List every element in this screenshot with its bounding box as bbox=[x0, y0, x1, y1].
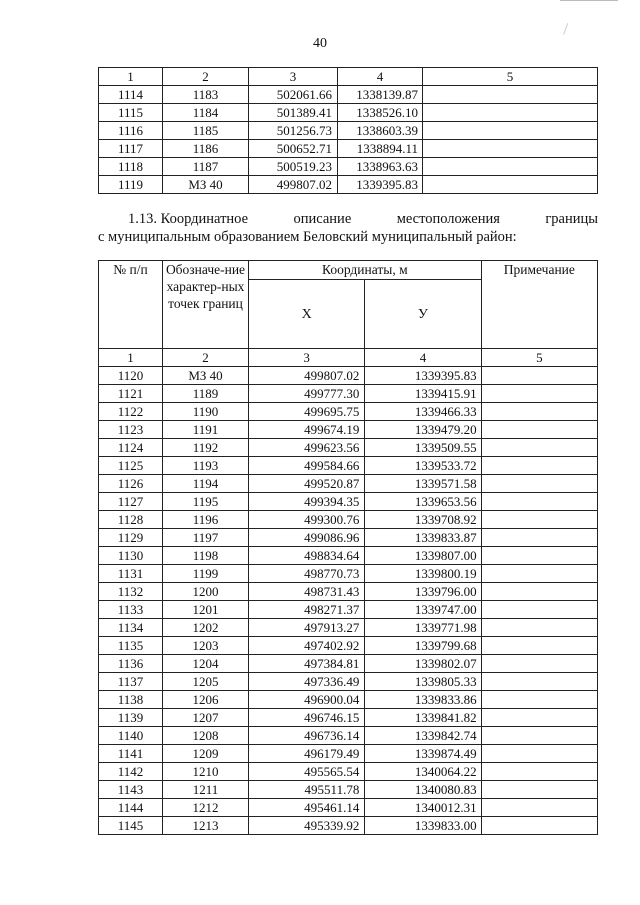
point-designation-cell: 1199 bbox=[163, 565, 249, 583]
note-cell bbox=[481, 601, 597, 619]
y-coordinate-cell: 1339747.00 bbox=[365, 601, 481, 619]
table-row bbox=[99, 439, 598, 457]
row-number-cell: 1118 bbox=[99, 158, 163, 176]
y-coordinate-cell: 1339395.83 bbox=[338, 176, 423, 194]
y-coordinate-cell: 1339833.87 bbox=[365, 529, 481, 547]
row-number-cell: 1116 bbox=[99, 122, 163, 140]
row-number-cell: 1137 bbox=[99, 673, 163, 691]
note-cell bbox=[481, 385, 597, 403]
x-coordinate-cell: 499394.35 bbox=[249, 493, 365, 511]
row-number-cell: 1133 bbox=[99, 601, 163, 619]
point-designation-cell: 1213 bbox=[163, 817, 249, 835]
x-coordinate-cell: 497384.81 bbox=[249, 655, 365, 673]
row-number-cell: 1119 bbox=[99, 176, 163, 194]
y-coordinate-cell: 1339802.07 bbox=[365, 655, 481, 673]
y-coordinate-cell: 1340012.31 bbox=[365, 799, 481, 817]
point-designation-cell: 1206 bbox=[163, 691, 249, 709]
row-number-cell: 1131 bbox=[99, 565, 163, 583]
y-coordinate-cell: 1338963.63 bbox=[338, 158, 423, 176]
scan-artifact-mark bbox=[563, 23, 574, 37]
y-coordinate-cell: 1339805.33 bbox=[365, 673, 481, 691]
x-coordinate-cell: 499300.76 bbox=[249, 511, 365, 529]
note-cell bbox=[481, 565, 597, 583]
note-cell bbox=[481, 439, 597, 457]
point-designation-cell: 1210 bbox=[163, 763, 249, 781]
row-number-cell: 1132 bbox=[99, 583, 163, 601]
x-coordinate-cell: 496179.49 bbox=[249, 745, 365, 763]
table-header-row bbox=[99, 261, 598, 280]
scan-artifact-line bbox=[560, 0, 618, 3]
y-coordinate-cell: 1339479.20 bbox=[365, 421, 481, 439]
table-row bbox=[99, 565, 598, 583]
note-cell bbox=[481, 709, 597, 727]
table-row bbox=[99, 745, 598, 763]
note-cell bbox=[423, 122, 598, 140]
coordinates-table bbox=[98, 260, 598, 835]
row-number-cell: 1141 bbox=[99, 745, 163, 763]
page-number: 40 bbox=[313, 36, 327, 51]
note-cell bbox=[423, 140, 598, 158]
y-coordinate-cell: 1340064.22 bbox=[365, 763, 481, 781]
y-coordinate-cell: 1339415.91 bbox=[365, 385, 481, 403]
note-cell bbox=[481, 583, 597, 601]
y-coordinate-cell: 1338603.39 bbox=[338, 122, 423, 140]
row-number-cell: 1139 bbox=[99, 709, 163, 727]
header-y: У bbox=[365, 280, 481, 349]
point-designation-cell: 1212 bbox=[163, 799, 249, 817]
row-number-cell: 1127 bbox=[99, 493, 163, 511]
x-coordinate-cell: 502061.66 bbox=[249, 86, 338, 104]
y-coordinate-cell: 1339799.68 bbox=[365, 637, 481, 655]
x-coordinate-cell: 499584.66 bbox=[249, 457, 365, 475]
y-coordinate-cell: 1338139.87 bbox=[338, 86, 423, 104]
note-cell bbox=[481, 637, 597, 655]
column-number-cell: 5 bbox=[481, 349, 597, 367]
row-number-cell: 1145 bbox=[99, 817, 163, 835]
note-cell bbox=[481, 619, 597, 637]
note-cell bbox=[481, 655, 597, 673]
table-row bbox=[99, 176, 598, 194]
y-coordinate-cell: 1339771.98 bbox=[365, 619, 481, 637]
table-row bbox=[99, 637, 598, 655]
row-number-cell: 1140 bbox=[99, 727, 163, 745]
header-x: Х bbox=[249, 280, 365, 349]
x-coordinate-cell: 496736.14 bbox=[249, 727, 365, 745]
row-number-cell: 1138 bbox=[99, 691, 163, 709]
x-coordinate-cell: 499807.02 bbox=[249, 367, 365, 385]
point-designation-cell: 1186 bbox=[163, 140, 249, 158]
column-number-cell: 3 bbox=[249, 349, 365, 367]
point-designation-cell: 1197 bbox=[163, 529, 249, 547]
table-row bbox=[99, 475, 598, 493]
y-coordinate-cell: 1339874.49 bbox=[365, 745, 481, 763]
point-designation-cell: 1185 bbox=[163, 122, 249, 140]
x-coordinate-cell: 499777.30 bbox=[249, 385, 365, 403]
point-designation-cell: МЗ 40 bbox=[163, 176, 249, 194]
heading-word: описание bbox=[293, 211, 352, 227]
column-number-cell: 4 bbox=[338, 68, 423, 86]
table-row bbox=[99, 493, 598, 511]
table-row bbox=[99, 86, 598, 104]
row-number-cell: 1124 bbox=[99, 439, 163, 457]
x-coordinate-cell: 499807.02 bbox=[249, 176, 338, 194]
row-number-cell: 1117 bbox=[99, 140, 163, 158]
note-cell bbox=[481, 403, 597, 421]
point-designation-cell: 1202 bbox=[163, 619, 249, 637]
table-row bbox=[99, 727, 598, 745]
point-designation-cell: 1196 bbox=[163, 511, 249, 529]
note-cell bbox=[423, 176, 598, 194]
y-coordinate-cell: 1339807.00 bbox=[365, 547, 481, 565]
row-number-cell: 1135 bbox=[99, 637, 163, 655]
table-row bbox=[99, 104, 598, 122]
note-cell bbox=[481, 673, 597, 691]
point-designation-cell: 1201 bbox=[163, 601, 249, 619]
note-cell bbox=[481, 421, 597, 439]
note-cell bbox=[481, 691, 597, 709]
header-coordinates: Координаты, м bbox=[249, 261, 482, 280]
section-heading bbox=[98, 210, 598, 246]
column-number-row bbox=[99, 68, 598, 86]
note-cell bbox=[481, 763, 597, 781]
y-coordinate-cell: 1339533.72 bbox=[365, 457, 481, 475]
point-designation-cell: 1209 bbox=[163, 745, 249, 763]
table-row bbox=[99, 817, 598, 835]
x-coordinate-cell: 499086.96 bbox=[249, 529, 365, 547]
point-designation-cell: 1194 bbox=[163, 475, 249, 493]
row-number-cell: 1114 bbox=[99, 86, 163, 104]
x-coordinate-cell: 500519.23 bbox=[249, 158, 338, 176]
x-coordinate-cell: 497913.27 bbox=[249, 619, 365, 637]
note-cell bbox=[481, 457, 597, 475]
point-designation-cell: 1190 bbox=[163, 403, 249, 421]
point-designation-cell: 1191 bbox=[163, 421, 249, 439]
y-coordinate-cell: 1339833.00 bbox=[365, 817, 481, 835]
table-row bbox=[99, 691, 598, 709]
column-number-cell: 4 bbox=[365, 349, 481, 367]
row-number-cell: 1136 bbox=[99, 655, 163, 673]
row-number-cell: 1121 bbox=[99, 385, 163, 403]
column-number-row bbox=[99, 349, 598, 367]
x-coordinate-cell: 500652.71 bbox=[249, 140, 338, 158]
x-coordinate-cell: 495461.14 bbox=[249, 799, 365, 817]
table-row bbox=[99, 140, 598, 158]
y-coordinate-cell: 1339571.58 bbox=[365, 475, 481, 493]
point-designation-cell: 1211 bbox=[163, 781, 249, 799]
table-row bbox=[99, 601, 598, 619]
table-row bbox=[99, 619, 598, 637]
x-coordinate-cell: 501256.73 bbox=[249, 122, 338, 140]
table-row bbox=[99, 673, 598, 691]
note-cell bbox=[481, 799, 597, 817]
note-cell bbox=[481, 781, 597, 799]
point-designation-cell: 1208 bbox=[163, 727, 249, 745]
point-designation-cell: 1207 bbox=[163, 709, 249, 727]
note-cell bbox=[481, 547, 597, 565]
x-coordinate-cell: 501389.41 bbox=[249, 104, 338, 122]
row-number-cell: 1115 bbox=[99, 104, 163, 122]
row-number-cell: 1142 bbox=[99, 763, 163, 781]
table-row bbox=[99, 529, 598, 547]
note-cell bbox=[423, 86, 598, 104]
y-coordinate-cell: 1339653.56 bbox=[365, 493, 481, 511]
table-row bbox=[99, 457, 598, 475]
header-note: Примечание bbox=[481, 261, 597, 349]
note-cell bbox=[481, 511, 597, 529]
x-coordinate-cell: 495511.78 bbox=[249, 781, 365, 799]
x-coordinate-cell: 497336.49 bbox=[249, 673, 365, 691]
row-number-cell: 1130 bbox=[99, 547, 163, 565]
column-number-cell: 5 bbox=[423, 68, 598, 86]
row-number-cell: 1143 bbox=[99, 781, 163, 799]
table-row bbox=[99, 421, 598, 439]
table-row bbox=[99, 122, 598, 140]
y-coordinate-cell: 1339842.74 bbox=[365, 727, 481, 745]
table-row bbox=[99, 655, 598, 673]
point-designation-cell: 1204 bbox=[163, 655, 249, 673]
y-coordinate-cell: 1339466.33 bbox=[365, 403, 481, 421]
column-number-cell: 1 bbox=[99, 349, 163, 367]
row-number-cell: 1134 bbox=[99, 619, 163, 637]
note-cell bbox=[481, 727, 597, 745]
point-designation-cell: 1205 bbox=[163, 673, 249, 691]
table-row bbox=[99, 367, 598, 385]
x-coordinate-cell: 499674.19 bbox=[249, 421, 365, 439]
column-number-cell: 3 bbox=[249, 68, 338, 86]
table-row bbox=[99, 781, 598, 799]
x-coordinate-cell: 498834.64 bbox=[249, 547, 365, 565]
y-coordinate-cell: 1339841.82 bbox=[365, 709, 481, 727]
point-designation-cell: МЗ 40 bbox=[163, 367, 249, 385]
point-designation-cell: 1187 bbox=[163, 158, 249, 176]
x-coordinate-cell: 495565.54 bbox=[249, 763, 365, 781]
point-designation-cell: 1198 bbox=[163, 547, 249, 565]
y-coordinate-cell: 1340080.83 bbox=[365, 781, 481, 799]
note-cell bbox=[481, 817, 597, 835]
row-number-cell: 1128 bbox=[99, 511, 163, 529]
row-number-cell: 1120 bbox=[99, 367, 163, 385]
y-coordinate-cell: 1339800.19 bbox=[365, 565, 481, 583]
row-number-cell: 1123 bbox=[99, 421, 163, 439]
column-number-cell: 2 bbox=[163, 349, 249, 367]
table-row bbox=[99, 158, 598, 176]
table-row bbox=[99, 403, 598, 421]
note-cell bbox=[481, 475, 597, 493]
x-coordinate-cell: 497402.92 bbox=[249, 637, 365, 655]
y-coordinate-cell: 1339833.86 bbox=[365, 691, 481, 709]
row-number-cell: 1125 bbox=[99, 457, 163, 475]
heading-word: границы bbox=[545, 211, 598, 227]
y-coordinate-cell: 1339395.83 bbox=[365, 367, 481, 385]
point-designation-cell: 1203 bbox=[163, 637, 249, 655]
table-row bbox=[99, 511, 598, 529]
note-cell bbox=[423, 158, 598, 176]
section-heading-line2: с муниципальным образованием Беловский муниципальный район: bbox=[98, 229, 517, 245]
table-row bbox=[99, 583, 598, 601]
table-row bbox=[99, 799, 598, 817]
x-coordinate-cell: 499520.87 bbox=[249, 475, 365, 493]
point-designation-cell: 1189 bbox=[163, 385, 249, 403]
point-designation-cell: 1193 bbox=[163, 457, 249, 475]
x-coordinate-cell: 499695.75 bbox=[249, 403, 365, 421]
y-coordinate-cell: 1338894.11 bbox=[338, 140, 423, 158]
x-coordinate-cell: 498271.37 bbox=[249, 601, 365, 619]
row-number-cell: 1122 bbox=[99, 403, 163, 421]
table-row bbox=[99, 547, 598, 565]
point-designation-cell: 1183 bbox=[163, 86, 249, 104]
table-row bbox=[99, 385, 598, 403]
point-designation-cell: 1192 bbox=[163, 439, 249, 457]
note-cell bbox=[481, 493, 597, 511]
row-number-cell: 1126 bbox=[99, 475, 163, 493]
y-coordinate-cell: 1339708.92 bbox=[365, 511, 481, 529]
row-number-cell: 1129 bbox=[99, 529, 163, 547]
note-cell bbox=[481, 745, 597, 763]
note-cell bbox=[481, 367, 597, 385]
y-coordinate-cell: 1339509.55 bbox=[365, 439, 481, 457]
section-heading-line1 bbox=[98, 210, 598, 228]
point-designation-cell: 1184 bbox=[163, 104, 249, 122]
x-coordinate-cell: 495339.92 bbox=[249, 817, 365, 835]
note-cell bbox=[481, 529, 597, 547]
point-designation-cell: 1200 bbox=[163, 583, 249, 601]
row-number-cell: 1144 bbox=[99, 799, 163, 817]
x-coordinate-cell: 498770.73 bbox=[249, 565, 365, 583]
column-number-cell: 1 bbox=[99, 68, 163, 86]
y-coordinate-cell: 1338526.10 bbox=[338, 104, 423, 122]
heading-word: местоположения bbox=[396, 211, 500, 227]
note-cell bbox=[423, 104, 598, 122]
x-coordinate-cell: 496746.15 bbox=[249, 709, 365, 727]
coordinates-table-continued bbox=[98, 67, 598, 194]
header-number: № п/п bbox=[99, 261, 163, 349]
x-coordinate-cell: 499623.56 bbox=[249, 439, 365, 457]
x-coordinate-cell: 498731.43 bbox=[249, 583, 365, 601]
heading-word: 1.13. Координатное bbox=[128, 211, 249, 227]
header-designation: Обозначе-ние характер-ных точек границ bbox=[163, 261, 249, 349]
x-coordinate-cell: 496900.04 bbox=[249, 691, 365, 709]
table-row bbox=[99, 709, 598, 727]
y-coordinate-cell: 1339796.00 bbox=[365, 583, 481, 601]
point-designation-cell: 1195 bbox=[163, 493, 249, 511]
table-row bbox=[99, 763, 598, 781]
column-number-cell: 2 bbox=[163, 68, 249, 86]
